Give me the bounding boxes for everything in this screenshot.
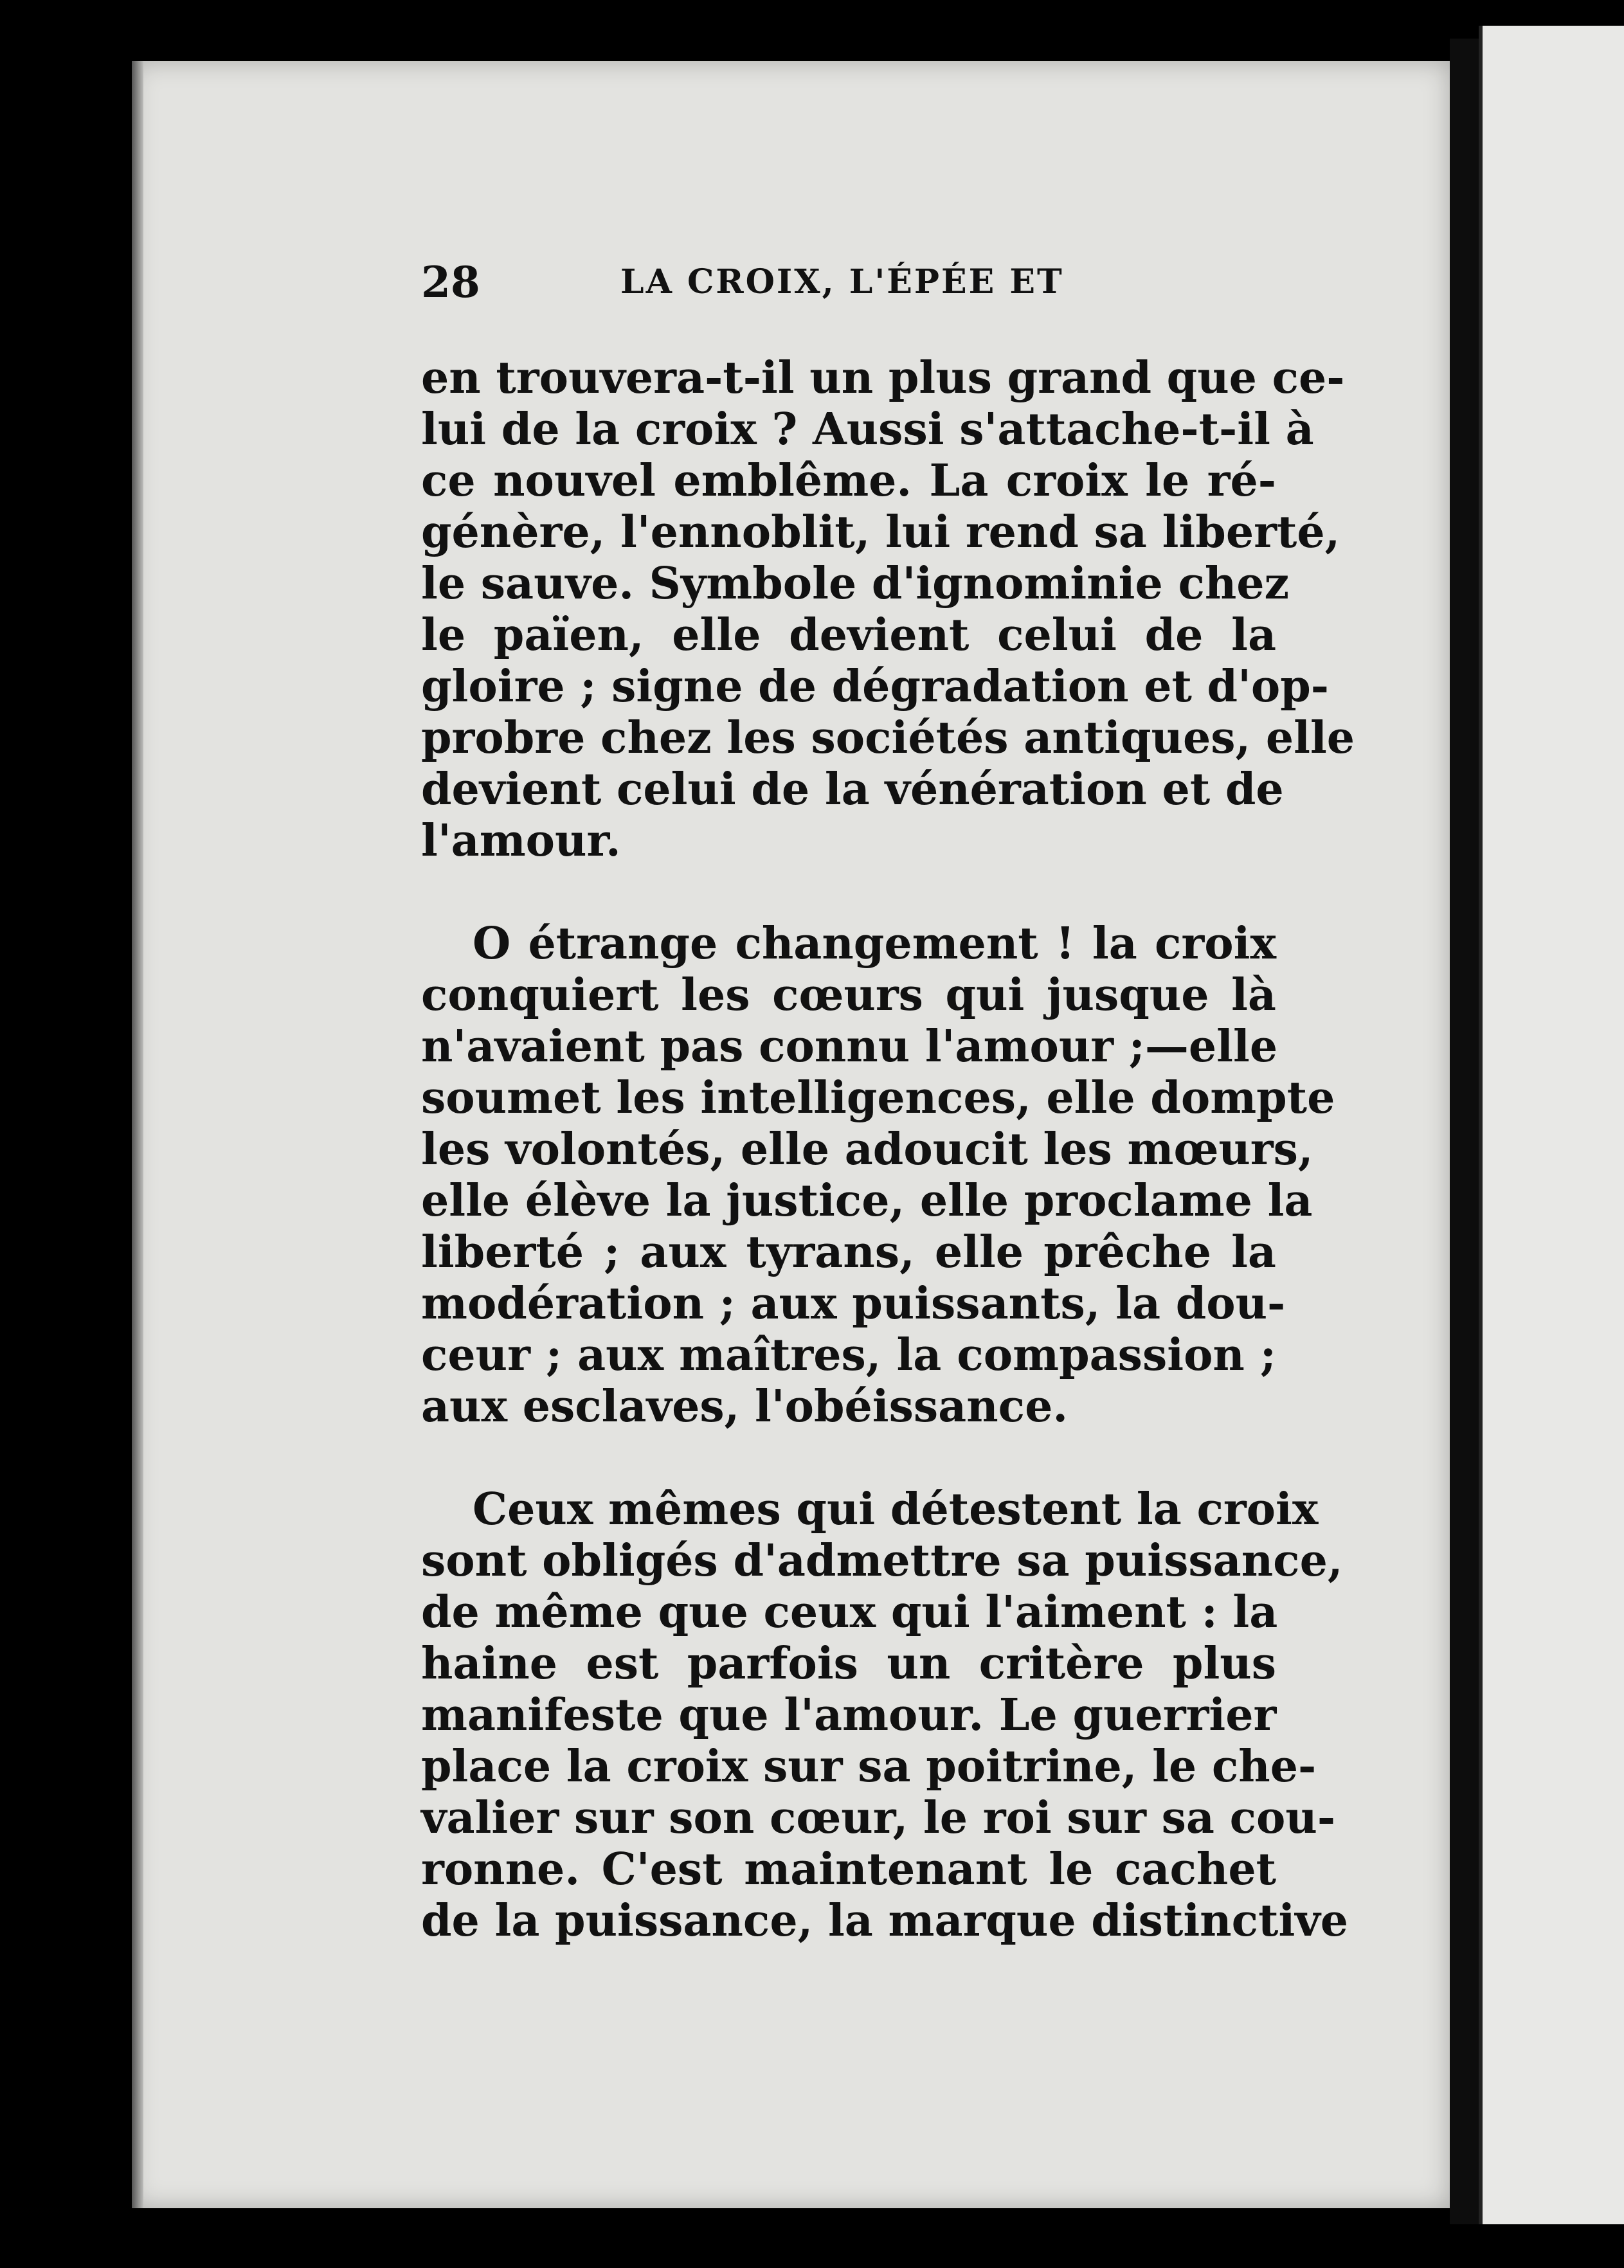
text-line: en trouvera-t-il un plus grand que ce- (421, 352, 1345, 404)
text-line: n'avaient pas connu l'amour ;—elle (421, 1021, 1278, 1072)
text-line: de la puissance, la marque distinctive (421, 1895, 1349, 1947)
text-line: ceur ; aux maîtres, la compassion ; (421, 1329, 1276, 1381)
text-line: le sauve. Symbole d'ignominie chez (421, 558, 1290, 609)
text-line: modération ; aux puissants, la dou- (421, 1278, 1286, 1329)
body-text (421, 352, 1355, 1947)
text-line: l'amour. (421, 815, 621, 867)
text-line: O étrange changement ! la croix (473, 918, 1276, 969)
text-line: gloire ; signe de dégradation et d'op- (421, 661, 1330, 712)
text-line: elle élève la justice, elle proclame la (421, 1175, 1313, 1227)
text-line: liberté ; aux tyrans, elle prêche la (421, 1227, 1276, 1278)
text-line: ronne. C'est maintenant le cachet (421, 1844, 1276, 1895)
running-header (421, 257, 1115, 315)
paragraph-1 (421, 352, 1355, 867)
text-line: Ceux mêmes qui détestent la croix (473, 1484, 1319, 1535)
text-line: ce nouvel emblême. La croix le ré- (421, 455, 1276, 507)
text-line: place la croix sur sa poitrine, le che- (421, 1741, 1317, 1792)
text-line: aux esclaves, l'obéissance. (421, 1381, 1069, 1432)
text-line: valier sur son cœur, le roi sur sa cou- (421, 1792, 1336, 1844)
text-line: probre chez les sociétés antiques, elle (421, 712, 1355, 764)
text-line: le païen, elle devient celui de la (421, 609, 1276, 661)
text-line: de même que ceux qui l'aiment : la (421, 1587, 1278, 1638)
text-line: soumet les intelligences, elle dompte (421, 1072, 1335, 1124)
text-line: haine est parfois un critère plus (421, 1638, 1276, 1689)
text-line: sont obligés d'admettre sa puissance, (421, 1535, 1343, 1587)
text-line: lui de la croix ? Aussi s'attache-t-il à (421, 404, 1314, 455)
text-line: les volontés, elle adoucit les mœurs, (421, 1124, 1313, 1175)
text-line: génère, l'ennoblit, lui rend sa liberté, (421, 507, 1340, 558)
text-line: manifeste que l'amour. Le guerrier (421, 1689, 1277, 1741)
running-title: LA CROIX, L'ÉPÉE ET (620, 262, 1064, 302)
text-line: conquiert les cœurs qui jusque là (421, 969, 1276, 1021)
text-line: devient celui de la vénération et de (421, 764, 1284, 815)
paragraph-2 (421, 918, 1335, 1432)
page-number: 28 (421, 257, 480, 307)
page-edge (132, 61, 143, 2208)
book-gutter (1450, 39, 1479, 2224)
facing-page-edge (1479, 26, 1624, 2224)
paragraph-3 (421, 1484, 1349, 1947)
